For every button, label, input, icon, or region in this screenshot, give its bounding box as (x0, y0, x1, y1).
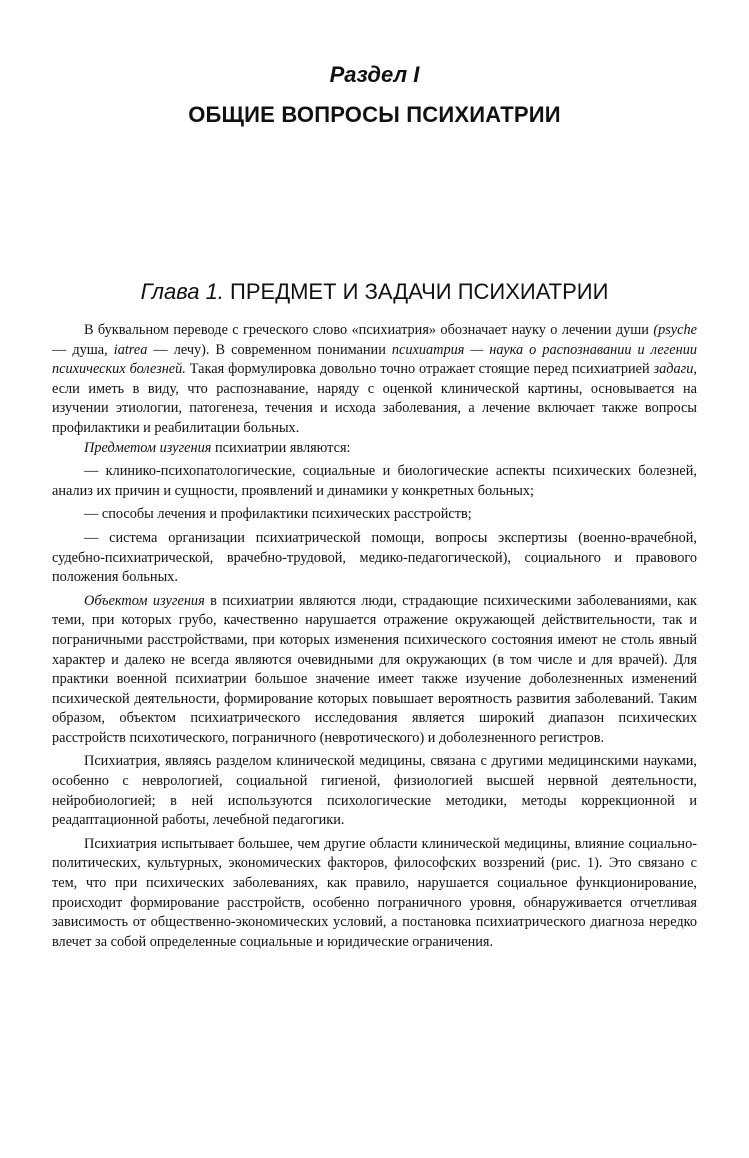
term-tasks: задаги, (653, 361, 697, 378)
paragraph-intro (52, 321, 697, 439)
text-run: в психиатрии являются люди, страдающие психическими заболеваниями, как теми, при которых грубо, качественно нарушается отражение окружающей действительности, так и пограничными расстройствами, при которых изменения психического состояния имеют не столь явный характер и далеко не всегда являются очевидными для окружающих (в том числе и для врачей). Для практики военной психиатрии большое значение имеет также изучение доболезненных изменений психической деятельности, формирование которых повышает вероятность развития заболеваний. Таким образом, объектом психиатрического исследования является широкий диапазон психических расстройств психотического, пограничного (невротического) и доболезненного регистров. (52, 592, 697, 746)
chapter-body (52, 321, 697, 952)
paragraph-relations: Психиатрия, являясь разделом клинической медицины, связана с другими медицинскими науками, особенно с неврологией, социальной гигиеной, физиологией высшей нервной деятельности, нейробиологией; в ней используются психологические методики, методы коррекционной и реадаптационной работы, лечебной педагогики. (52, 753, 697, 829)
section-label: Раздел I (329, 62, 420, 87)
chapter-label: Глава 1. (140, 279, 224, 304)
text-run: — лечу). В современном понимании (147, 341, 392, 358)
term-iatrea: iatrea (113, 341, 148, 358)
term-subject: Предметом изугения (84, 439, 212, 456)
paragraph-object (52, 592, 697, 749)
chapter-title: ПРЕДМЕТ И ЗАДАЧИ ПСИХИАТРИИ (230, 279, 609, 304)
paragraph-subject (52, 439, 697, 459)
list-item: — система организации психиатрической помощи, вопросы экспертизы (военно-врачебной, судебно-психиатрической, врачебно-трудовой, медико-педагогической), социального и правового положения больных. (52, 529, 697, 586)
paragraph-social-influence: Психиатрия испытывает большее, чем другие области клинической медицины, влияние социально-политических, культурных, экономических факторов, философских воззрений (рис. 1). Это связано с тем, что при психических заболеваниях, как правило, нарушается социальное функционирование, происходит формирование расстройств, особенно пограничного уровня, обнаруживается отчетливая зависимость от общественно-экономических условий, а постановка психиатрического диагноза нередко влечет за собой определенные социальные и юридические ограничения. (52, 835, 697, 950)
definition-emphasis: психиатрия — наука о распознавании и легении психических болезней. (52, 341, 697, 378)
text-run: Такая формулировка довольно точно отражает стоящие перед психиатрией (185, 361, 654, 378)
text-run: если иметь в виду, что распознавание, наряду с оценкой клинической картины, основывается на изучении этиологии, патогенеза, течения и исхода заболевания, а лечение включает также вопросы профилактики и реабилитации больных. (52, 380, 697, 436)
list-item: — клинико-психопатологические, социальные и биологические аспекты психических болезней, анализ их причин и сущности, проявлений и динамики у конкретных больных; (52, 463, 697, 499)
term-psyche: (psyche (653, 322, 697, 338)
text-run: — душа, (52, 341, 114, 358)
chapter-heading (0, 279, 749, 305)
text-run: В буквальном переводе с греческого слово «психиатрия» обозначает науку о лечении души (84, 322, 654, 338)
section-title: ОБЩИЕ ВОПРОСЫ ПСИХИАТРИИ (188, 102, 561, 127)
list-item: — способы лечения и профилактики психических расстройств; (84, 506, 472, 523)
term-object: Объектом изугения (84, 592, 205, 609)
text-run: психиатрии являются: (211, 439, 351, 456)
